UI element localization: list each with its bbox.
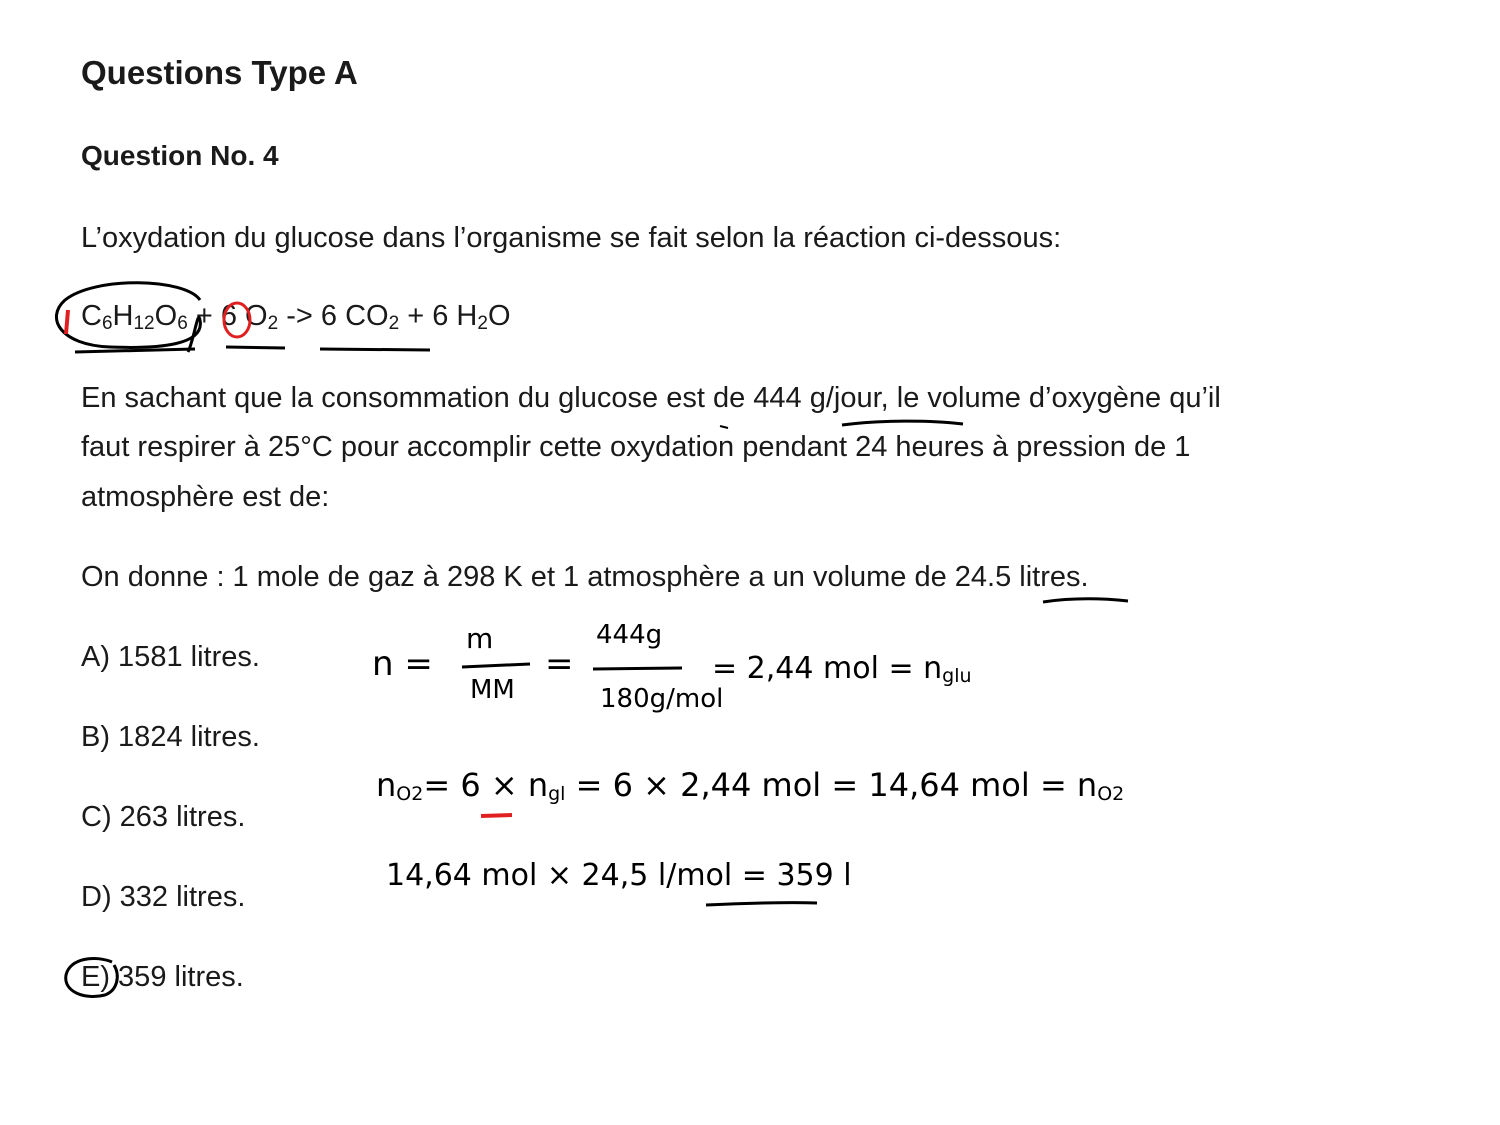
handwritten-mm: MM: [470, 675, 515, 705]
o2-coefficient: 6: [220, 300, 237, 332]
option-c[interactable]: C) 263 litres.: [81, 801, 246, 833]
handwritten-180: 180g/mol: [600, 684, 724, 714]
handwritten-eq: =: [545, 644, 574, 684]
handwritten-line-3: 14,64 mol × 24,5 l/mol = 359 l: [386, 858, 852, 893]
option-a[interactable]: A) 1581 litres.: [81, 641, 260, 673]
paragraph-line-1: En sachant que la consommation du glucose est de 444 g/jour, le volume d’oxygène qu’il: [81, 382, 1221, 414]
handwritten-n: n =: [372, 644, 433, 684]
paragraph-line-3: atmosphère est de:: [81, 481, 330, 513]
oxygen: $O_2$: [245, 300, 279, 334]
question-title: Question No. 4: [81, 140, 279, 171]
paragraph-line-2: faut respirer à 25°C pour accomplir cette oxydation pendant 24 heures à pression de 1: [81, 431, 1191, 463]
reaction-arrow: ->: [286, 300, 313, 332]
reaction-equation: $C_6H_{12}O_6 + 6$ $O_2 -> 6$ $CO_2 + 6$ $H_2O$: [81, 300, 511, 334]
handwritten-m: m: [466, 622, 494, 655]
handwritten-line-2: $n_{O2}= 6 \times n_{gl} = 6 \times 2,44$ mol = 14,64 mol = $n_{O2}$: [376, 766, 1125, 805]
section-heading: Questions Type A: [81, 54, 358, 91]
question-intro: L’oxydation du glucose dans l’organisme se fait selon la réaction ci-dessous:: [81, 222, 1062, 254]
given-data: On donne : 1 mole de gaz à 298 K et 1 atmosphère a un volume de 24.5 litres.: [81, 561, 1089, 593]
option-d[interactable]: D) 332 litres.: [81, 881, 246, 913]
carbon-dioxide: 6 $CO_2$: [320, 300, 400, 334]
handwritten-444g: 444g: [596, 620, 663, 650]
water: 6 $H_2O$: [432, 300, 511, 334]
glucose: $C_6H_{12}O_6$: [81, 300, 188, 334]
handwritten-result-1: = 2,44 mol = $n_{glu}$: [712, 651, 972, 687]
option-e[interactable]: E) 359 litres.: [81, 961, 244, 993]
option-b[interactable]: B) 1824 litres.: [81, 721, 260, 753]
